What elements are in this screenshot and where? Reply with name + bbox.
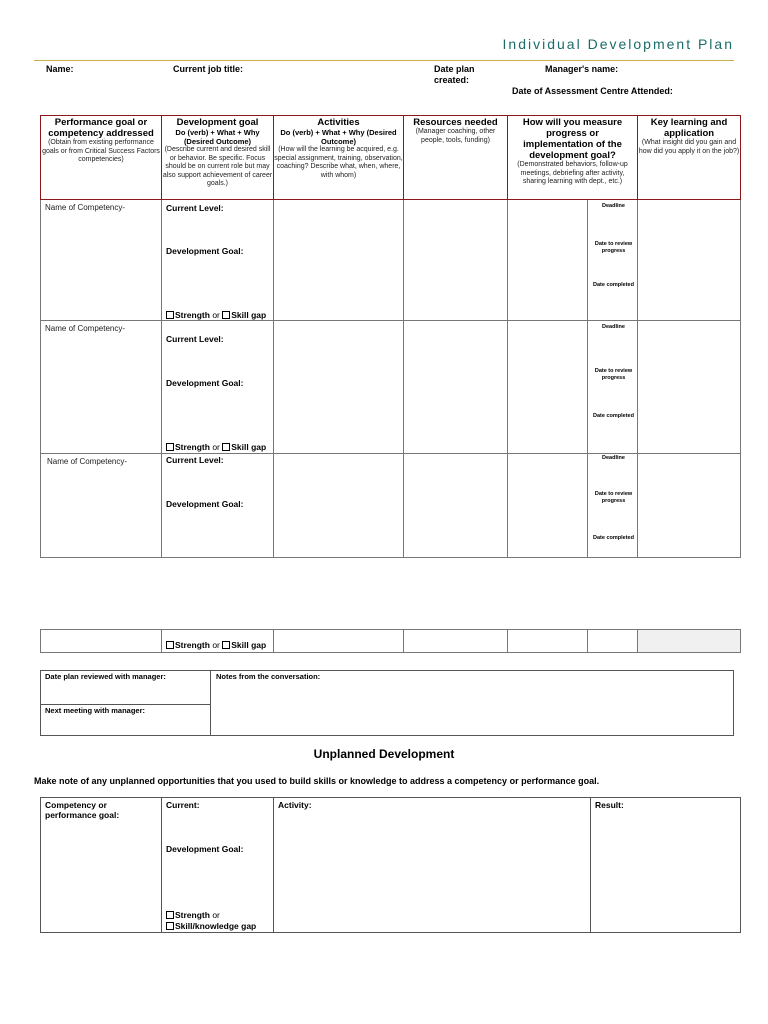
manager-name-label: Manager's name: xyxy=(545,64,619,74)
unplanned-title: Unplanned Development xyxy=(313,747,455,761)
activities-cell[interactable] xyxy=(274,454,404,558)
page-title: Individual Development Plan xyxy=(502,36,734,52)
unplanned-activity-cell[interactable]: Activity: xyxy=(274,798,591,933)
strength-skill-gap-checkboxes: Strength or Skill gap xyxy=(166,640,266,650)
key-learning-cell[interactable] xyxy=(638,630,741,653)
title-rule xyxy=(34,60,734,61)
activities-cell[interactable] xyxy=(274,321,404,454)
table-row xyxy=(41,454,741,558)
key-learning-cell[interactable] xyxy=(638,200,741,321)
measure-cell[interactable] xyxy=(508,454,588,558)
competency-cell[interactable]: Name of Competency- xyxy=(41,454,162,558)
table-row xyxy=(41,798,741,933)
unplanned-strength-checkboxes: Strength or Skill/knowledge gap xyxy=(166,910,256,932)
header-development-goal: Development goal Do (verb) + What + Why (Desired Outcome) (Describe current and desired skill or behavior. Be specific. Focus should be on current role but may also support achievement of career goals.) xyxy=(162,116,274,200)
competency-cell[interactable] xyxy=(41,630,162,653)
unplanned-result-cell[interactable]: Result: xyxy=(591,798,741,933)
table-row xyxy=(41,321,741,454)
strength-checkbox[interactable] xyxy=(166,641,174,649)
unplanned-instructions: Make note of any unplanned opportunities that you used to build skills or knowledge to address a competency or performance goal. xyxy=(34,776,600,786)
development-goal-cell[interactable]: Current Level: Development Goal: Strength or Skill gap xyxy=(162,200,274,321)
table-row xyxy=(41,200,741,321)
key-learning-cell[interactable] xyxy=(638,321,741,454)
strength-checkbox[interactable] xyxy=(166,311,174,319)
strength-checkbox[interactable] xyxy=(166,443,174,451)
table-row xyxy=(41,630,741,653)
date-created-label: Date plan created: xyxy=(434,64,475,85)
table-header-row xyxy=(41,116,741,200)
notes-label: Notes from the conversation: xyxy=(216,672,321,681)
resources-cell[interactable] xyxy=(404,454,508,558)
dates-cell[interactable]: Deadline Date to review progress Date completed xyxy=(588,454,638,558)
extra-row-table xyxy=(40,629,741,653)
resources-cell[interactable] xyxy=(404,321,508,454)
job-title-label: Current job title: xyxy=(173,64,243,74)
activities-cell[interactable] xyxy=(274,200,404,321)
measure-cell[interactable] xyxy=(508,321,588,454)
next-meeting-label: Next meeting with manager: xyxy=(45,706,146,715)
header-activities: Activities Do (verb) + What + Why (Desired Outcome) (How will the learning be acquired, e.g. special assignment, training, observation, coaching? Describe what, when, where, with whom) xyxy=(274,116,404,200)
resources-cell[interactable] xyxy=(404,630,508,653)
development-goal-cell[interactable] xyxy=(162,630,274,653)
key-learning-cell[interactable] xyxy=(638,454,741,558)
resources-cell[interactable] xyxy=(404,200,508,321)
measure-cell[interactable] xyxy=(508,630,588,653)
strength-skill-gap-checkboxes: Strength or Skill gap xyxy=(166,442,266,452)
dates-cell[interactable]: Deadline Date to review progress Date completed xyxy=(588,200,638,321)
header-measure-progress: How will you measure progress or implementation of the development goal? (Demonstrated behaviors, follow-up meetings, debriefing after activity, sharing learning with dept., etc.) xyxy=(508,116,638,200)
unplanned-table xyxy=(40,797,741,933)
dates-cell[interactable] xyxy=(588,630,638,653)
development-goal-cell[interactable]: Current Level: Development Goal: Strength or Skill gap xyxy=(162,321,274,454)
skill-gap-checkbox[interactable] xyxy=(222,641,230,649)
assessment-date-label: Date of Assessment Centre Attended: xyxy=(512,86,673,96)
dates-cell[interactable]: Deadline Date to review progress Date completed xyxy=(588,321,638,454)
competency-cell[interactable]: Name of Competency- xyxy=(41,200,162,321)
header-performance-goal: Performance goal or competency addressed (Obtain from existing performance goals or from Critical Success Factors competencies) xyxy=(41,116,162,200)
strength-checkbox[interactable] xyxy=(166,911,174,919)
name-label: Name: xyxy=(46,64,74,74)
unplanned-competency-cell[interactable]: Competency or performance goal: xyxy=(41,798,162,933)
development-goal-cell[interactable]: Current Level: Development Goal: xyxy=(162,454,274,558)
skill-knowledge-gap-checkbox[interactable] xyxy=(166,922,174,930)
activities-cell[interactable] xyxy=(274,630,404,653)
development-plan-table xyxy=(40,115,741,558)
review-dates-column xyxy=(41,671,211,735)
measure-cell[interactable] xyxy=(508,200,588,321)
header-key-learning: Key learning and application (What insight did you gain and how did you apply it on the job?) xyxy=(638,116,741,200)
manager-review-box xyxy=(40,670,734,736)
competency-cell[interactable]: Name of Competency- xyxy=(41,321,162,454)
header-resources-needed: Resources needed (Manager coaching, other people, tools, funding) xyxy=(404,116,508,200)
skill-gap-checkbox[interactable] xyxy=(222,311,230,319)
unplanned-current-cell[interactable]: Current: Development Goal: Strength or Skill/knowledge gap xyxy=(162,798,274,933)
date-reviewed-label: Date plan reviewed with manager: xyxy=(45,672,166,681)
strength-skill-gap-checkboxes: Strength or Skill gap xyxy=(166,310,266,320)
skill-gap-checkbox[interactable] xyxy=(222,443,230,451)
